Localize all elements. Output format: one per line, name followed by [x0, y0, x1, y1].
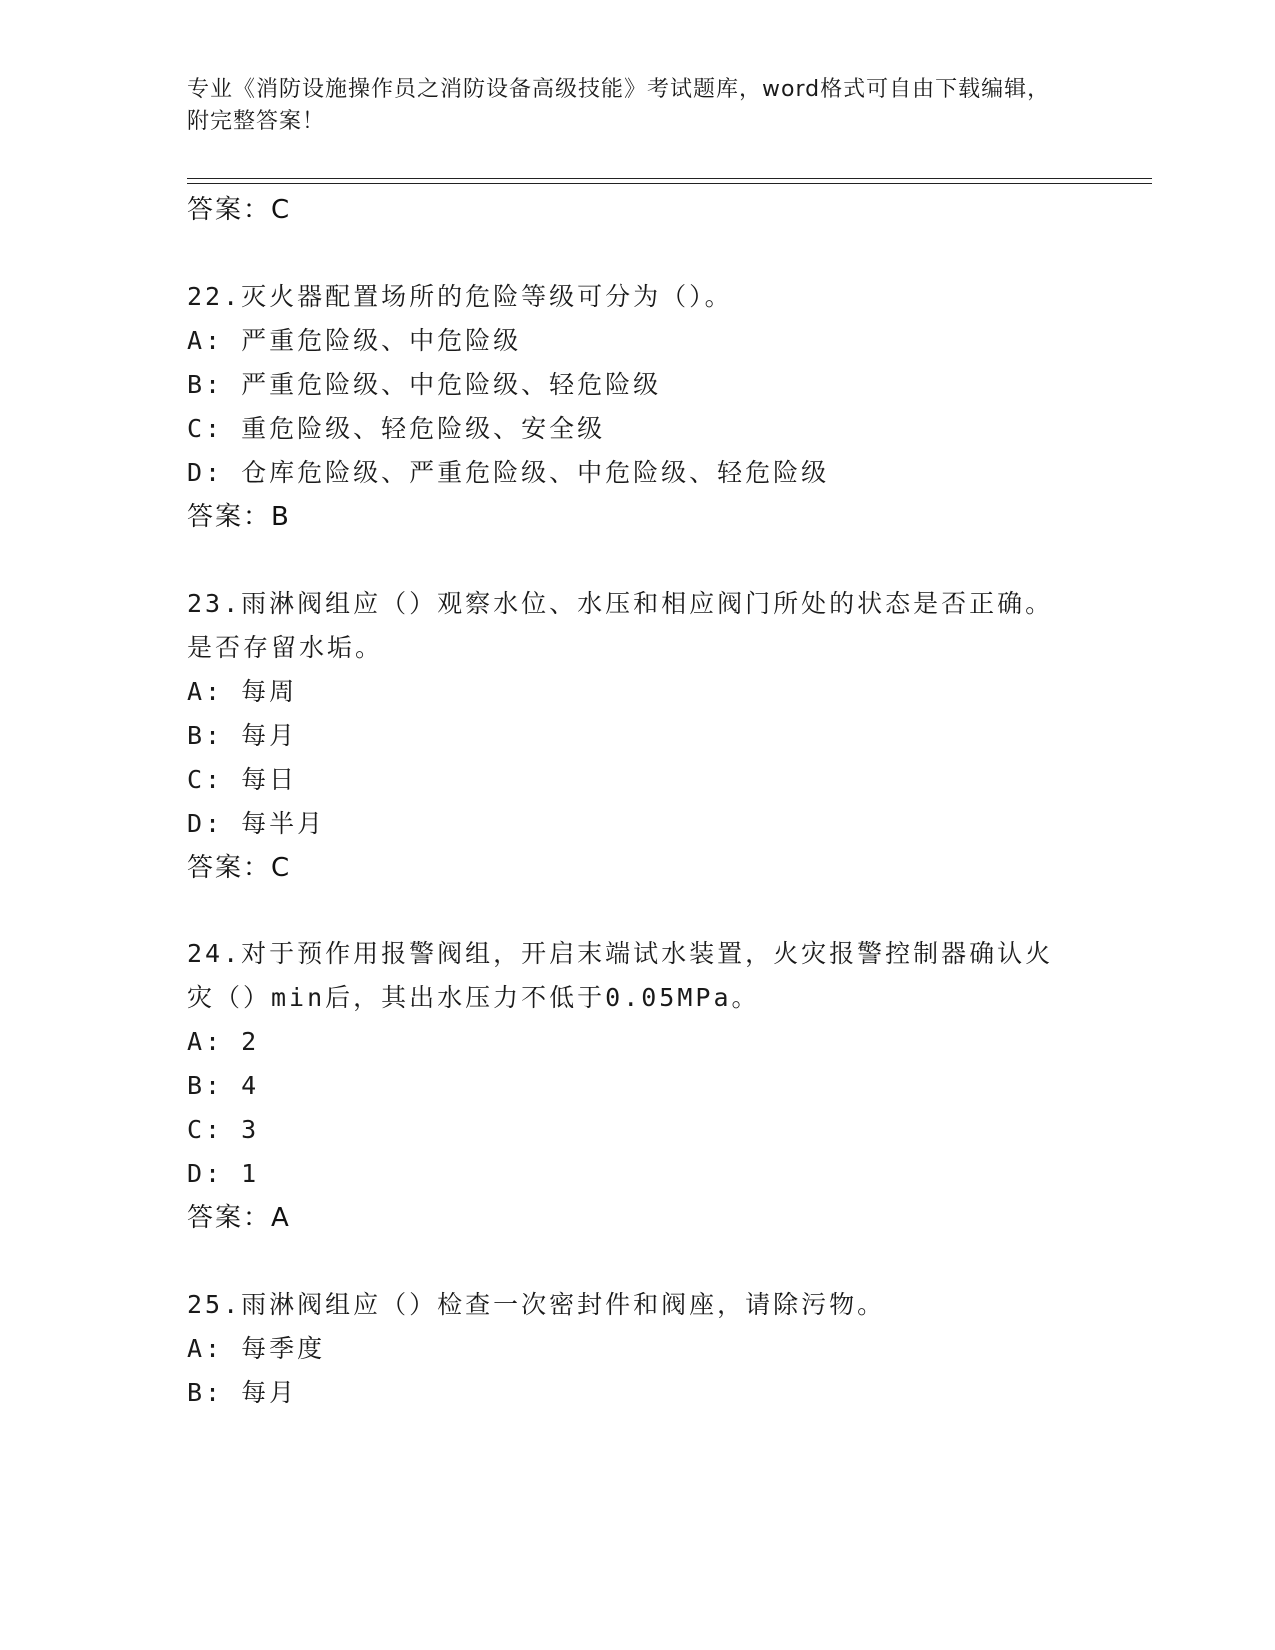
option-d: D: 每半月 [187, 809, 326, 838]
option-d: D: 1 [187, 1159, 260, 1188]
option-c: C: 每日 [187, 765, 298, 794]
option-b: B: 每月 [187, 1378, 298, 1407]
option-a: A: 2 [187, 1027, 260, 1056]
header-rule-bottom [187, 183, 1152, 184]
answer-previous: 答案：C [187, 195, 292, 225]
question-stem-continued: 是否存留水垢。 [187, 633, 384, 662]
option-a: A: 每周 [187, 677, 298, 706]
question-stem: 24.对于预作用报警阀组，开启末端试水装置，火灾报警控制器确认火 [187, 939, 1054, 968]
answer: 答案：A [187, 1203, 291, 1233]
question-stem: 23.雨淋阀组应（）观察水位、水压和相应阀门所处的状态是否正确。 [187, 589, 1054, 618]
option-b: B: 严重危险级、中危险级、轻危险级 [187, 370, 662, 399]
answer: 答案：B [187, 502, 291, 532]
header-rule-top [187, 178, 1152, 179]
option-d: D: 仓库危险级、严重危险级、中危险级、轻危险级 [187, 458, 830, 487]
option-c: C: 3 [187, 1115, 260, 1144]
option-b: B: 4 [187, 1071, 260, 1100]
question-stem: 22.灭火器配置场所的危险等级可分为（）。 [187, 282, 733, 311]
option-a: A: 严重危险级、中危险级 [187, 326, 522, 355]
option-b: B: 每月 [187, 721, 298, 750]
option-a: A: 每季度 [187, 1334, 326, 1363]
answer: 答案：C [187, 853, 292, 883]
question-stem: 25.雨淋阀组应（）检查一次密封件和阀座，请除污物。 [187, 1290, 886, 1319]
question-stem-continued: 灾（）min后，其出水压力不低于0.05MPa。 [187, 983, 760, 1012]
option-c: C: 重危险级、轻危险级、安全级 [187, 414, 606, 443]
document-header: 专业《消防设施操作员之消防设备高级技能》考试题库，word格式可自由下载编辑，附完整答案！ [187, 77, 1051, 134]
